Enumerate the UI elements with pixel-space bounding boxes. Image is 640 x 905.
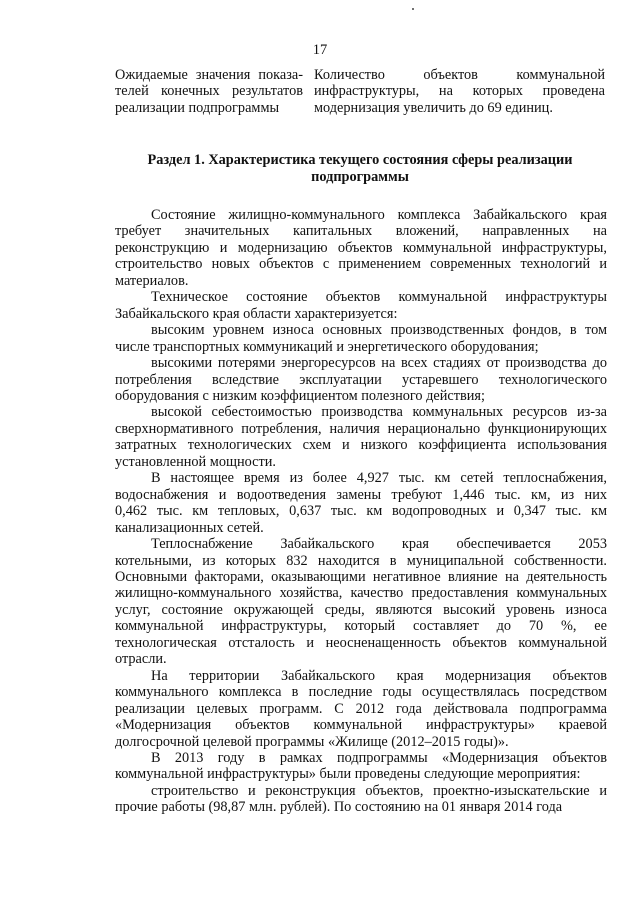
paragraph [115, 289, 607, 322]
paragraph [115, 470, 607, 536]
page-number: 17 [312, 42, 328, 58]
section-heading-line: Раздел 1. Характеристика текущего состояния сферы реализации [147, 152, 573, 168]
paragraph [115, 207, 607, 289]
section-heading [115, 152, 605, 185]
paragraph-line: высоким уровнем износа основных производственных фондов, в том [151, 322, 607, 339]
paragraph-line: сверхнормативного потребления, наличия нерационально функционирующих [115, 420, 607, 437]
paragraph-line: реализации целевых программ. С 2012 года действовала подпрограмма [115, 700, 607, 717]
paragraph-line: оборудования с низким коэффициентом полезного действия; [115, 387, 485, 404]
paragraph-line: долгосрочной целевой программы «Жилище (2012–2015 годы)». [115, 733, 509, 750]
paragraph [115, 750, 607, 783]
section-heading-line: подпрограммы [311, 168, 409, 185]
paragraph-line: В настоящее время из более 4,927 тыс. км сетей теплоснабжения, [151, 470, 607, 487]
paragraph-line: материалов. [115, 272, 189, 289]
paragraph-line: потребления вследствие эксплуатации устаревшего технологического [115, 371, 607, 388]
goal-value-line: модернизация увеличить до 69 единиц. [314, 99, 553, 116]
paragraph-line: реконструкцию и модернизацию объектов коммунальной инфраструктуры, [115, 239, 607, 256]
paragraph-line: Забайкальского края области характеризуется: [115, 305, 398, 322]
paragraph-line: строительство и реконструкция объектов, проектно-изыскательские и [151, 782, 607, 799]
paragraph [115, 404, 607, 470]
paragraph [115, 355, 607, 404]
scan-speck [412, 8, 414, 10]
paragraph-line: высокими потерями энергоресурсов на всех стадиях от производства до [151, 355, 607, 372]
paragraph-line: Основными факторами, оказывающими негативное влияние на деятельность [115, 568, 607, 585]
paragraph-line: прочие работы (98,87 млн. рублей). По состоянию на 01 января 2014 года [115, 799, 563, 816]
paragraph-line: На территории Забайкальского края модернизация объектов [151, 667, 607, 684]
paragraph-line: канализационных сетей. [115, 519, 264, 536]
paragraph-line: котельными, из которых 832 находится в муниципальной собственности. [115, 552, 607, 569]
paragraph [115, 322, 607, 355]
paragraph [115, 668, 607, 750]
paragraph-line: коммунальной инфраструктуры» были проведены следующие мероприятия: [115, 766, 581, 783]
section-body [115, 207, 607, 816]
paragraph-line: требует значительных капитальных вложений, направленных на [115, 223, 607, 240]
paragraph-line: «Модернизация объектов коммунальной инфраструктуры» краевой [115, 717, 607, 734]
paragraph-line: коммунального комплекса в последние годы осуществлялась посредством [115, 684, 607, 701]
paragraph-line: строительство новых объектов с применением современных технологий и [115, 256, 607, 273]
goal-label-line: телей конечных результатов [115, 83, 303, 100]
goal-label-line: реализации подпрограммы [115, 99, 280, 116]
paragraph-line: водоснабжения и водоотведения замены требуют 1,446 тыс. км, из них [115, 486, 607, 503]
paragraph [115, 536, 607, 668]
goal-label-line: Ожидаемые значения показа- [115, 67, 303, 83]
expected-results-label [115, 67, 303, 116]
paragraph-line: числе транспортных коммуникаций и энергетического оборудования; [115, 338, 539, 355]
paragraph-line: отрасли. [115, 651, 167, 668]
paragraph-line: технологическая отсталость и неосненащенность объектов коммунальной [115, 634, 607, 651]
paragraph-line: Состояние жилищно-коммунального комплекса Забайкальского края [151, 207, 607, 223]
paragraph-line: Техническое состояние объектов коммунальной инфраструктуры [151, 289, 607, 306]
paragraph-line: В 2013 году в рамках подпрограммы «Модернизация объектов [151, 749, 607, 766]
paragraph-line: установленной мощности. [115, 453, 276, 470]
paragraph-line: затратных технологических схем и низкого коэффициента использования [115, 437, 607, 454]
goal-value-line: Количество объектов коммунальной [314, 67, 605, 83]
paragraph-line: 0,462 тыс. км тепловых, 0,637 тыс. км водопроводных и 0,347 тыс. км [115, 503, 607, 520]
expected-results-value [314, 67, 605, 116]
paragraph [115, 783, 607, 816]
paragraph-line: Теплоснабжение Забайкальского края обеспечивается 2053 [151, 536, 607, 553]
paragraph-line: высокой себестоимостью производства коммунальных ресурсов из-за [151, 404, 607, 421]
paragraph-line: услуг, состояние окружающей среды, являются высокий уровень износа [115, 601, 607, 618]
paragraph-line: коммунальной инфраструктуры, который составляет до 70 %, ее [115, 618, 607, 635]
paragraph-line: жилищно-коммунального хозяйства, качество предоставления коммунальных [115, 585, 607, 602]
goal-value-line: инфраструктуры, на которых проведена [314, 83, 605, 100]
